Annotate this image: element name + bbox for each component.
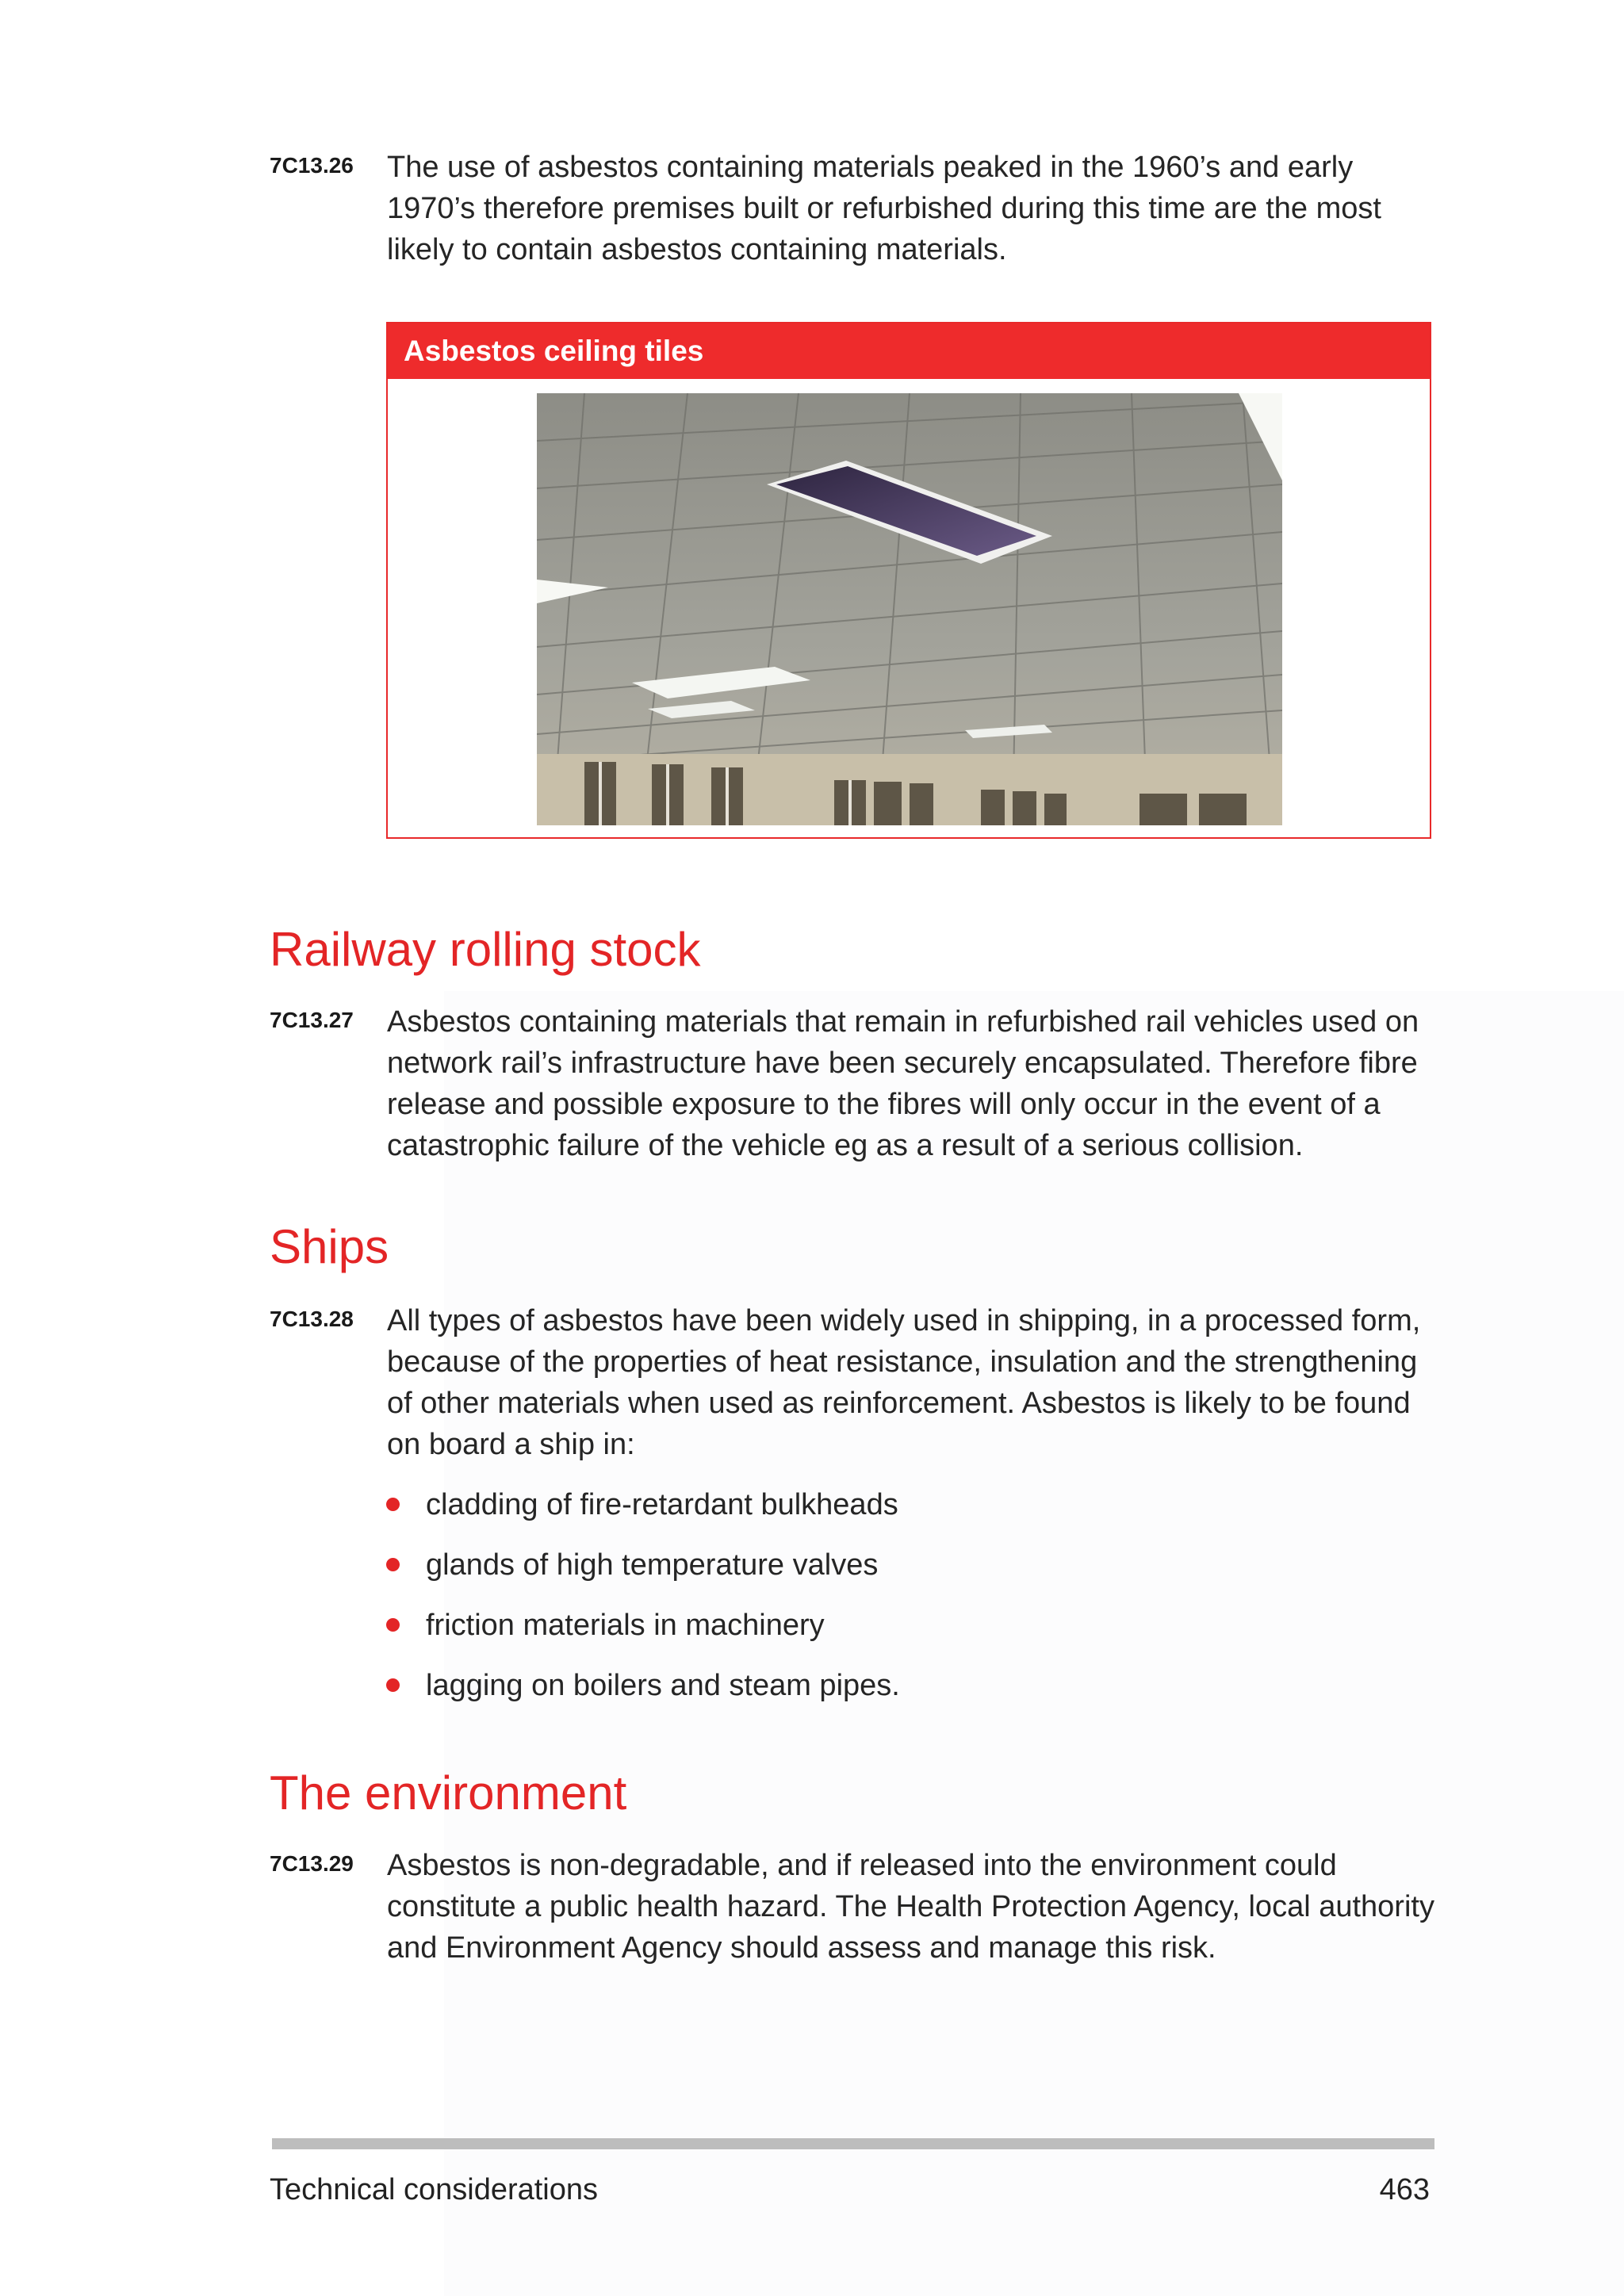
paragraph-7c13-27 xyxy=(270,1001,1435,1166)
list-item: friction materials in machinery xyxy=(386,1605,900,1646)
bullet-icon xyxy=(386,1498,400,1511)
figure-asbestos-ceiling-tiles xyxy=(386,322,1431,839)
heading-the-environment: The environment xyxy=(270,1766,627,1820)
heading-railway-rolling-stock: Railway rolling stock xyxy=(270,923,701,976)
paragraph-number: 7C13.28 xyxy=(270,1307,354,1331)
footer-rule xyxy=(272,2138,1434,2149)
paragraph-number: 7C13.29 xyxy=(270,1851,354,1876)
footer-section-title: Technical considerations xyxy=(270,2173,599,2206)
paragraph-number: 7C13.26 xyxy=(270,153,354,178)
list-item: glands of high temperature valves xyxy=(386,1544,900,1586)
bullet-icon xyxy=(386,1678,400,1692)
paragraph-number: 7C13.27 xyxy=(270,1008,354,1032)
list-item: lagging on boilers and steam pipes. xyxy=(386,1665,900,1706)
paragraph-7c13-26 xyxy=(270,147,1435,270)
paragraph-text: Asbestos containing materials that remain in refurbished rail vehicles used on network rail’s infrastructure have been securely encapsulated. Therefore fibre release and possible exposure to the fibres will only occur in the event of a catastrophic failure of the vehicle eg as a result of a serious collision. xyxy=(387,1005,1419,1162)
ceiling-tiles-photo xyxy=(537,393,1282,825)
figure-title: Asbestos ceiling tiles xyxy=(388,323,1430,379)
bullet-icon xyxy=(386,1618,400,1632)
bullet-icon xyxy=(386,1558,400,1571)
paragraph-7c13-29 xyxy=(270,1845,1435,1969)
paragraph-7c13-28 xyxy=(270,1300,1435,1465)
paragraph-text: Asbestos is non-degradable, and if released into the environment could constitute a public health hazard. The Health Protection Agency, local authority and Environment Agency should assess and manage this risk. xyxy=(387,1849,1434,1965)
bullet-list xyxy=(386,1484,900,1725)
page-number: 463 xyxy=(1379,2173,1430,2206)
paragraph-text: All types of asbestos have been widely used in shipping, in a processed form, because of the properties of heat resistance, insulation and the strengthening of other materials when used as reinforcement. Asbestos is likely to be found on board a ship in: xyxy=(387,1304,1421,1461)
list-item: cladding of fire-retardant bulkheads xyxy=(386,1484,900,1525)
paragraph-text: The use of asbestos containing materials peaked in the 1960’s and early 1970’s therefore premises built or refurbished during this time are the most likely to contain asbestos containing materials. xyxy=(387,151,1381,266)
heading-ships: Ships xyxy=(270,1220,389,1273)
